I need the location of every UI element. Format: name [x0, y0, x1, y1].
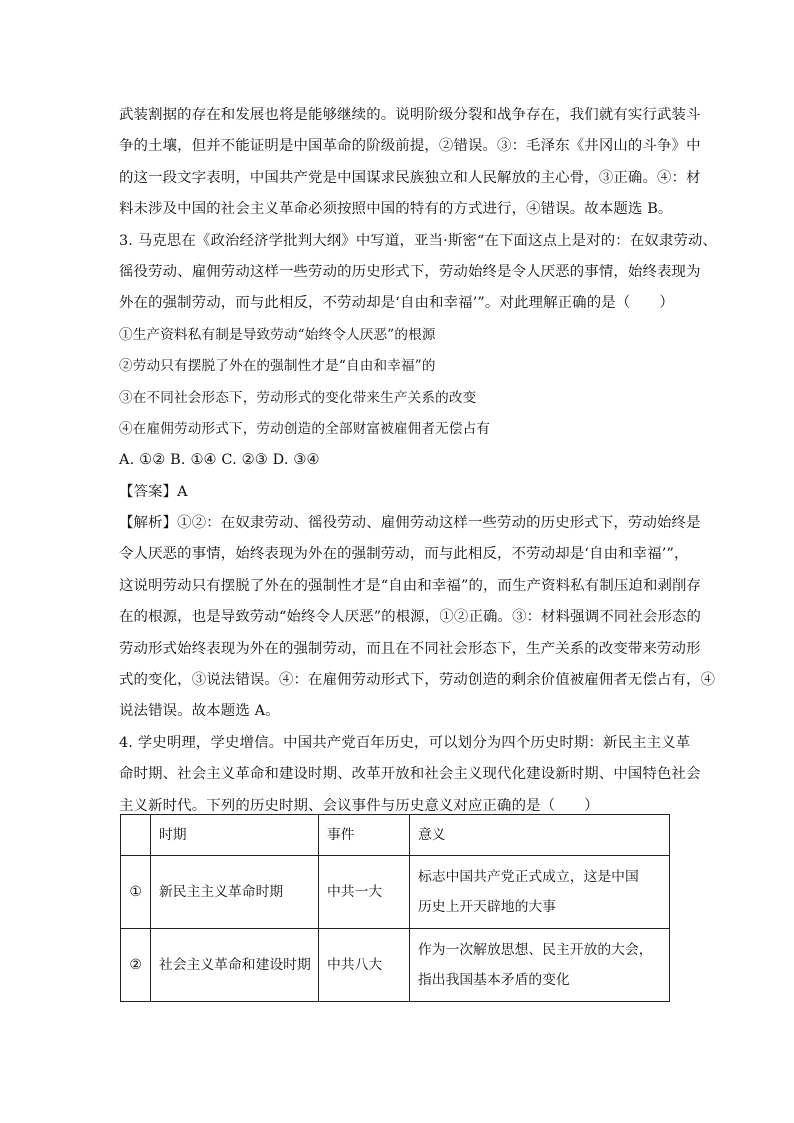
analysis-line: 【解析】①②：在奴隶劳动、徭役劳动、雇佣劳动这样一些劳动的历史形式下，劳动始终是 [119, 515, 701, 532]
question-3-statement-3: ③在不同社会形态下，劳动形式的变化带来生产关系的改变 [119, 389, 477, 406]
row-number: ① [121, 856, 151, 929]
question-3-statement-2: ②劳动只有摆脱了外在的强制性才是“自由和幸福”的 [119, 358, 436, 375]
question-4-stem: 4. 学史明理，学史增信。中国共产党百年历史，可以划分为四个历史时期：新民主主义革 [119, 734, 691, 751]
answer-label: 【答案】A [119, 483, 188, 500]
question-4-stem: 主义新时代。下列的历史时期、会议事件与历史意义对应正确的是（ ） [119, 797, 599, 814]
table-header-period: 时期 [151, 815, 319, 856]
paragraph-line: 争的土壤，但并不能证明是中国革命的阶级前提，②错误。③：毛泽东《井冈山的斗争》中 [119, 138, 701, 155]
paragraph-line: 的这一段文字表明，中国共产党是中国谋求民族独立和人民解放的主心骨，③正确。④：材 [119, 169, 701, 186]
analysis-line: 说法错误。故本题选 A。 [119, 703, 280, 720]
row-event: 中共一大 [319, 856, 410, 929]
row-meaning [410, 929, 670, 1002]
table-header-row [121, 815, 670, 856]
question-3-options: A. ①② B. ①④ C. ②③ D. ③④ [119, 452, 320, 469]
row-meaning-line: 作为一次解放思想、民主开放的大会， [418, 942, 653, 958]
row-meaning-line: 标志中国共产党正式成立，这是中国 [418, 869, 639, 885]
question-3-stem: 徭役劳动、雇佣劳动这样一些劳动的历史形式下，劳动始终是令人厌恶的事情，始终表现为 [119, 263, 701, 280]
analysis-line: 式的变化，③说法错误。④：在雇佣劳动形式下，劳动创造的剩余价值被雇佣者无偿占有，④ [119, 672, 716, 689]
analysis-line: 这说明劳动只有摆脱了外在的强制性才是“自由和幸福”的，而生产资料私有制压迫和剥削存 [119, 577, 702, 594]
question-4-stem: 命时期、社会主义革命和建设时期、改革开放和社会主义现代化建设新时期、中国特色社会 [119, 766, 701, 783]
table-row [121, 856, 670, 929]
paragraph-line: 武装割据的存在和发展也将是能够继续的。说明阶级分裂和战争存在，我们就有实行武装斗 [119, 107, 701, 123]
analysis-line: 令人厌恶的事情，始终表现为外在的强制劳动，而与此相反，不劳动却是‘自由和幸福’”， [119, 546, 689, 563]
question-4-table [120, 814, 670, 1002]
row-meaning-line: 指出我国基本矛盾的变化 [418, 972, 570, 988]
document-body [119, 100, 718, 822]
analysis-line: 劳动形式始终表现为外在的强制劳动，而且在不同社会形态下，生产关系的改变带来劳动形 [119, 640, 701, 657]
table-row [121, 929, 670, 1002]
question-3-stem: 3. 马克思在《政治经济学批判大纲》中写道，亚当·斯密“在下面这点上是对的：在奴隶劳动、 [119, 232, 718, 249]
row-period: 社会主义革命和建设时期 [151, 929, 319, 1002]
question-3-statement-1: ①生产资料私有制是导致劳动“始终令人厌恶”的根源 [119, 326, 436, 343]
row-period: 新民主主义革命时期 [151, 856, 319, 929]
table-header-cell [121, 815, 151, 856]
analysis-line: 在的根源，也是导致劳动“始终令人厌恶”的根源，①②正确。③：材料强调不同社会形态的 [119, 609, 702, 626]
question-3-statement-4: ④在雇佣劳动形式下，劳动创造的全部财富被雇佣者无偿占有 [119, 420, 491, 437]
question-3-stem: 外在的强制劳动，而与此相反，不劳动却是‘自由和幸福’”。对此理解正确的是（ ） [119, 295, 674, 312]
row-event: 中共八大 [319, 929, 410, 1002]
row-number: ② [121, 929, 151, 1002]
paragraph-line: 料未涉及中国的社会主义革命必须按照中国的特有的方式进行，④错误。故本题选 B。 [119, 201, 673, 218]
row-meaning [410, 856, 670, 929]
row-meaning-line: 历史上开天辟地的大事 [418, 899, 556, 915]
table-header-event: 事件 [319, 815, 410, 856]
table-header-meaning: 意义 [410, 815, 670, 856]
